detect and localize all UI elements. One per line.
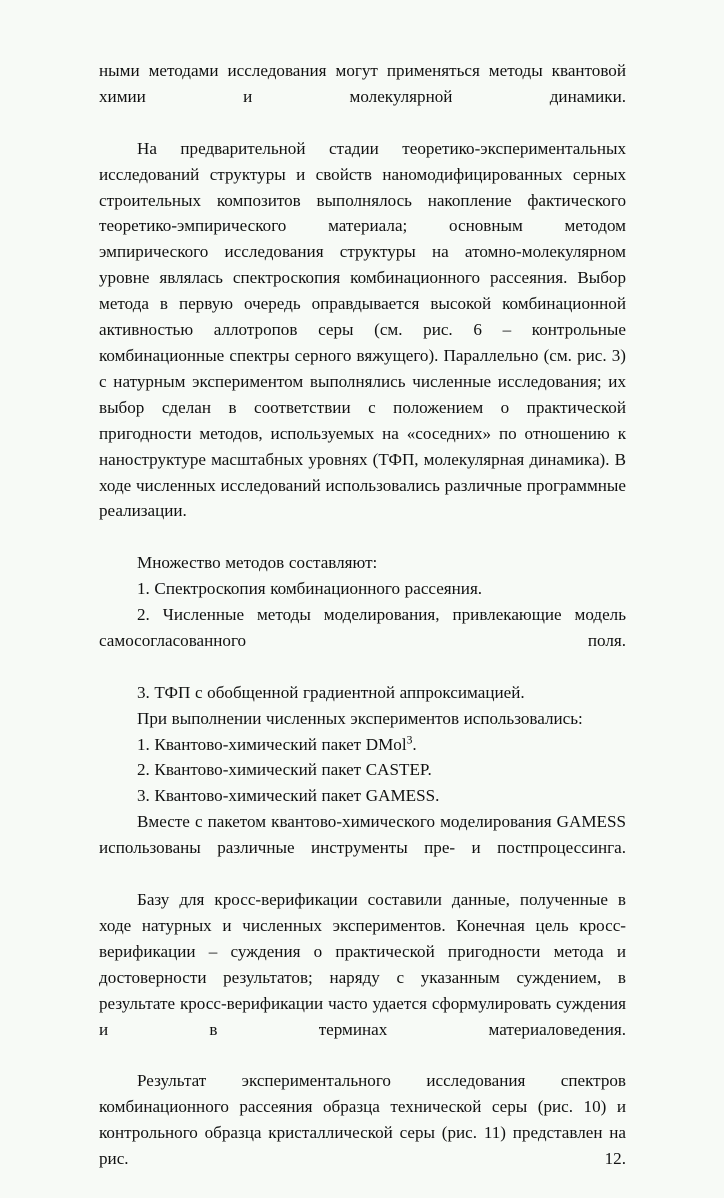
list-item-method-1: 1. Спектроскопия комбинационного рассеяния. <box>137 579 483 599</box>
package-dmol3-text-after: . <box>412 734 417 754</box>
package-dmol3-text-before: 1. Квантово-химический пакет DMol <box>137 734 407 754</box>
paragraph-gamess-tools: Вместе с пакетом квантово-химического моделирования GAMESS использованы различные инструменты пре- и постпроцессинга. <box>99 812 626 858</box>
text-column <box>99 58 626 1198</box>
paragraph-experimental-result: Результат экспериментального исследования спектров комбинационного рассеяния образца технической серы (рис. 10) и контрольного образца кристаллической серы (рис. 11) представлен на рис. 12. <box>99 1071 626 1169</box>
list-item-package-dmol3 <box>99 732 626 758</box>
paragraph-continuation: ными методами исследования могут применяться методы квантовой химии и молекулярной динамики. <box>99 61 626 106</box>
list-item-package-gamess: 3. Квантово-химический пакет GAMESS. <box>137 786 440 806</box>
package-dmol3-superscript: 3 <box>406 732 413 746</box>
paragraph-lead-in-packages: При выполнении численных экспериментов использовались: <box>137 708 583 728</box>
paragraph-cross-verification: Базу для кросс-верификации составили данные, полученные в ходе натурных и численных экспериментов. Конечная цель кросс-верификации – суждения о практической пригодности метода и достоверности результатов; наряду с указанным суждением, в результате кросс-верификации часто удается сформулировать суждения и в терминах материаловедения. <box>99 890 626 1039</box>
list-item-method-3: 3. ТФП с обобщенной градиентной аппроксимацией. <box>137 682 525 702</box>
paragraph-lead-in-methods: Множество методов составляют: <box>137 553 378 573</box>
list-item-package-castep: 2. Квантово-химический пакет CASTEP. <box>137 760 432 780</box>
paragraph-body: На предварительной стадии теоретико-экспериментальных исследований структуры и свойств наномодифицированных серных строительных композитов выполнялось накопление фактического теоретико-эмпирического материала; основным методом эмпирического исследования структуры на атомно-молекулярном уровне являлась спектроскопия комбинационного рассеяния. Выбор метода в первую очередь оправдывается высокой комбинационной активностью аллотропов серы (см. рис. 6 – контрольные комбинационные спектры серного вяжущего). Параллельно (см. рис. 3) с натурным экспериментом выполнялись численные исследования; их выбор сделан в соответствии с положением о практической пригодности методов, используемых на «соседних» по отношению к наноструктуре масштабных уровнях (ТФП, молекулярная динамика). В ходе численных исследований использовались различные программные реализации. <box>99 138 626 521</box>
list-item-method-2: 2. Численные методы моделирования, привлекающие модель самосогласованного поля. <box>99 605 626 650</box>
